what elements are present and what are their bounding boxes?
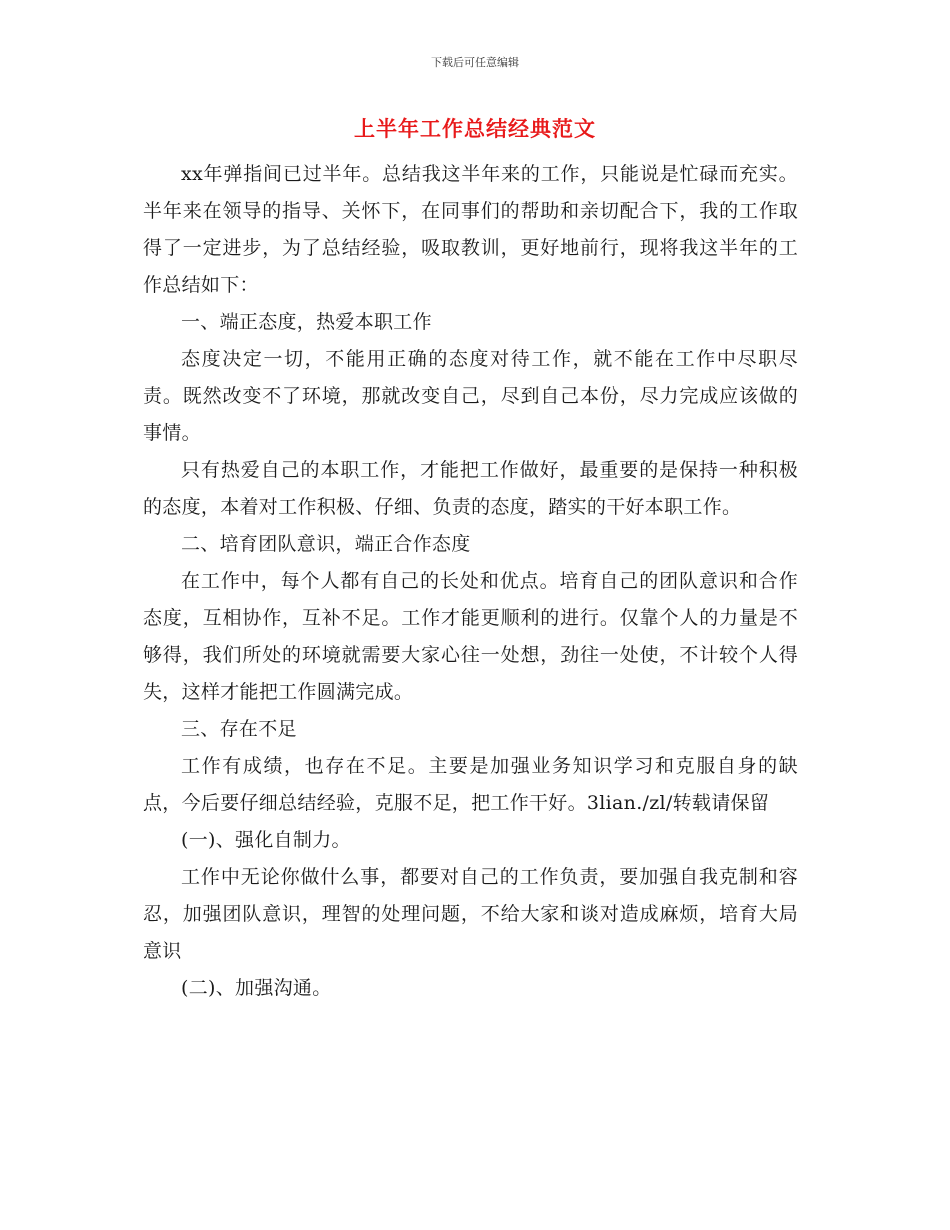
section-heading-1: 一、端正态度，热爱本职工作 bbox=[181, 311, 432, 333]
paragraph: 工作中无论你做什么事，都要对自己的工作负责，要加强自我克制和容忍，加强团队意识，理智的处理问题，不给大家和谈对造成麻烦，培育大局意识 bbox=[143, 866, 798, 962]
section-heading-2: 二、培育团队意识，端正合作态度 bbox=[181, 533, 471, 555]
paragraph: 只有热爱自己的本职工作，才能把工作做好，最重要的是保持一种积极的态度，本着对工作积极、仔细、负责的态度，踏实的干好本职工作。 bbox=[143, 459, 798, 518]
section-heading-3: 三、存在不足 bbox=[181, 718, 297, 740]
subsection-heading-2: (二)、加强沟通。 bbox=[181, 977, 332, 999]
paragraph: 在工作中，每个人都有自己的长处和优点。培育自己的团队意识和合作态度，互相协作，互补不足。工作才能更顺利的进行。仅靠个人的力量是不够得，我们所处的环境就需要大家心往一处想，劲往一处使，不计较个人得失，这样才能把工作圆满完成。 bbox=[143, 570, 798, 703]
paragraph: 态度决定一切，不能用正确的态度对待工作，就不能在工作中尽职尽责。既然改变不了环境，那就改变自己，尽到自己本份，尽力完成应该做的事情。 bbox=[143, 348, 798, 444]
paragraph-intro: xx年弹指间已过半年。总结我这半年来的工作，只能说是忙碌而充实。半年来在领导的指导、关怀下，在同事们的帮助和亲切配合下，我的工作取得了一定进步，为了总结经验，吸取教训，更好地前行，现将我这半年的工作总结如下： bbox=[143, 163, 798, 296]
document-title: 上半年工作总结经典范文 bbox=[354, 117, 596, 141]
paragraph: 工作有成绩，也存在不足。主要是加强业务知识学习和克服自身的缺点，今后要仔细总结经验，克服不足，把工作干好。3lian./zl/转载请保留 bbox=[143, 755, 798, 814]
header-note: 下载后可任意编辑 bbox=[431, 56, 519, 69]
subsection-heading-1: (一)、强化自制力。 bbox=[181, 829, 351, 851]
document-body bbox=[143, 156, 798, 1007]
